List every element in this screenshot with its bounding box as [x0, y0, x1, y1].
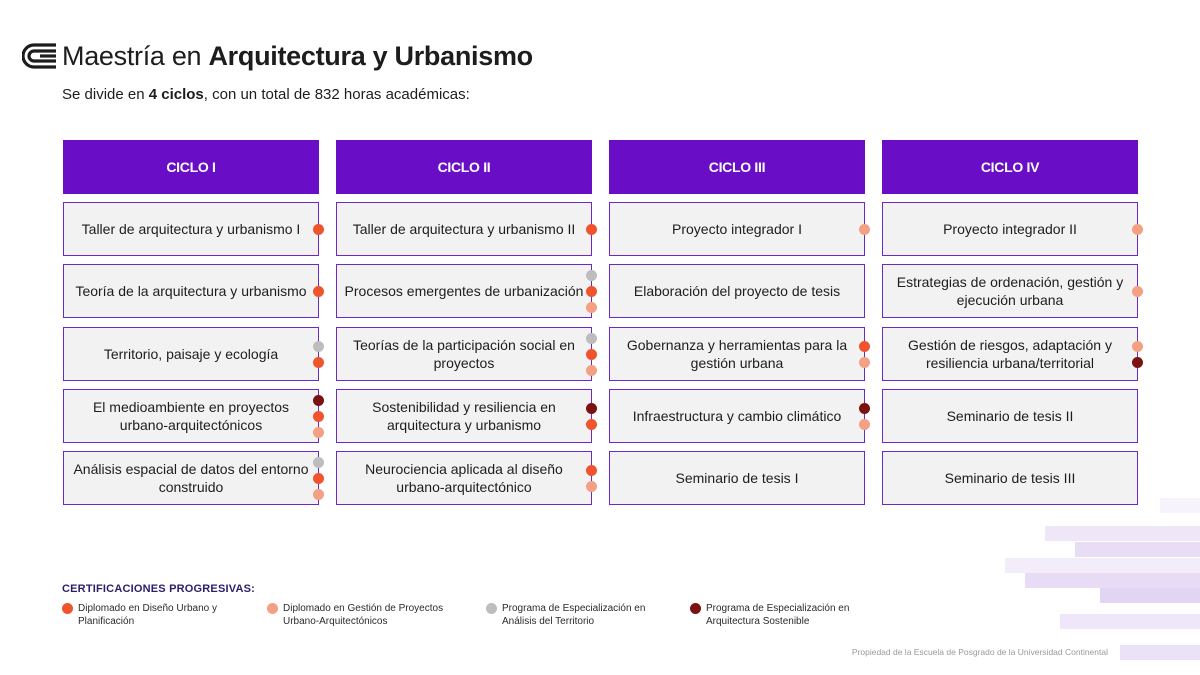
legend-dot [486, 603, 497, 614]
course-name: El medioambiente en proyectos urbano-arquitectónicos [92, 399, 290, 433]
course-cell [336, 389, 592, 443]
legend-label-line: Urbano-Arquitectónicos [283, 616, 388, 627]
legend-label-line: Programa de Especialización en [502, 603, 646, 614]
title-bold: Arquitectura y Urbanismo [208, 41, 533, 71]
course-cell [882, 202, 1138, 256]
course-name: Teorías de la participación social en proyectos [353, 337, 575, 371]
legend-label [78, 602, 217, 628]
certification-dot-salmon [586, 302, 597, 313]
certification-dot-orange [586, 349, 597, 360]
course-name: Seminario de tesis I [675, 470, 799, 486]
course-cell [882, 327, 1138, 381]
continental-logo-icon [22, 42, 58, 70]
certification-dot-salmon [586, 481, 597, 492]
course-name: Elaboración del proyecto de tesis [633, 283, 841, 299]
legend-item [267, 602, 443, 628]
subtitle-post: , con un total de 832 horas académicas: [203, 86, 470, 103]
certification-dot-salmon [313, 489, 324, 500]
footer-note: Propiedad de la Escuela de Posgrado de la Universidad Continental [851, 647, 1108, 657]
certification-dots [586, 203, 597, 255]
certification-dot-orange [586, 286, 597, 297]
decorative-stripe [1060, 614, 1200, 629]
course-cell [63, 264, 319, 318]
cycle-column-2 [336, 140, 592, 495]
cycle-column-1 [63, 140, 319, 495]
decorative-stripe [1025, 573, 1200, 588]
course-name: Taller de arquitectura y urbanismo I [81, 221, 301, 237]
certifications-title: CERTIFICACIONES PROGRESIVAS: [62, 583, 256, 595]
certification-dot-orange [586, 465, 597, 476]
course-cell [882, 451, 1138, 505]
course-name: Neurociencia aplicada al diseño urbano-arquitectónico [365, 461, 563, 495]
legend-label-line: Planificación [78, 616, 135, 627]
decorative-stripe [1160, 498, 1200, 513]
legend-item [486, 602, 645, 628]
cycle-header: CICLO II [336, 140, 592, 194]
course-cell [63, 202, 319, 256]
course-cell [609, 202, 865, 256]
course-cell [336, 451, 592, 505]
certification-dots [586, 328, 597, 380]
cycle-header: CICLO III [609, 140, 865, 194]
certification-dot-salmon [859, 224, 870, 235]
course-cell [336, 327, 592, 381]
certification-dot-orange [313, 224, 324, 235]
certification-dots [313, 390, 324, 442]
legend-label-line: Diplomado en Diseño Urbano y [78, 603, 217, 614]
course-name: Sostenibilidad y resiliencia en arquitectura y urbanismo [372, 399, 556, 433]
certification-dot-gray [586, 333, 597, 344]
course-name: Proyecto integrador I [672, 221, 802, 237]
course-name: Teoría de la arquitectura y urbanismo [75, 283, 307, 299]
page-subtitle [62, 85, 470, 105]
certification-dots [313, 265, 324, 317]
certification-dots [1132, 265, 1143, 317]
course-name: Infraestructura y cambio climático [632, 408, 842, 424]
certification-dot-darkred [313, 395, 324, 406]
course-name: Gestión de riesgos, adaptación y resiliencia urbana/territorial [908, 337, 1112, 371]
certification-dots [586, 452, 597, 504]
certification-dot-darkred [1132, 357, 1143, 368]
course-cell [609, 451, 865, 505]
cycle-header: CICLO IV [882, 140, 1138, 194]
decorative-stripe [1120, 645, 1200, 660]
course-cell [63, 451, 319, 505]
course-name: Procesos emergentes de urbanización [344, 283, 584, 299]
course-cell [336, 202, 592, 256]
certification-dot-darkred [586, 403, 597, 414]
certification-dot-salmon [1132, 224, 1143, 235]
certification-dot-orange [586, 419, 597, 430]
page-title [62, 40, 533, 72]
title-light: Maestría en [62, 41, 202, 71]
certification-dot-salmon [1132, 286, 1143, 297]
decorative-stripe [1100, 588, 1200, 603]
certification-dot-gray [313, 341, 324, 352]
course-cell [609, 327, 865, 381]
certification-dot-salmon [313, 427, 324, 438]
certification-dots [1132, 203, 1143, 255]
certification-dots [859, 390, 870, 442]
legend-label-line: Análisis del Territorio [502, 616, 595, 627]
legend-item [62, 602, 217, 628]
course-cell [336, 264, 592, 318]
decorative-stripe [1045, 526, 1200, 541]
decorative-stripe [1005, 558, 1200, 573]
course-name: Estrategias de ordenación, gestión y ejecución urbana [896, 274, 1124, 308]
course-name: Gobernanza y herramientas para la gestión urbana [626, 337, 848, 371]
course-name: Seminario de tesis III [944, 470, 1076, 486]
certification-dot-salmon [859, 419, 870, 430]
legend-label-line: Diplomado en Gestión de Proyectos [283, 603, 444, 614]
certification-dot-salmon [586, 365, 597, 376]
certification-dots [1132, 328, 1143, 380]
legend-label [706, 602, 849, 628]
certification-dot-orange [313, 286, 324, 297]
decorative-stripe [1075, 542, 1200, 557]
certification-dot-orange [859, 341, 870, 352]
certification-dots [313, 203, 324, 255]
certification-dots [313, 328, 324, 380]
course-cell [882, 264, 1138, 318]
subtitle-bold: 4 ciclos [148, 86, 204, 103]
cycle-header: CICLO I [63, 140, 319, 194]
certification-dot-orange [313, 473, 324, 484]
certification-dots [859, 203, 870, 255]
certification-dot-orange [313, 357, 324, 368]
course-name: Taller de arquitectura y urbanismo II [352, 221, 576, 237]
certification-dots [859, 328, 870, 380]
course-cell [63, 389, 319, 443]
certification-dot-orange [313, 411, 324, 422]
certification-dot-darkred [859, 403, 870, 414]
course-name: Proyecto integrador II [943, 221, 1077, 237]
certification-dots [586, 390, 597, 442]
certification-dot-gray [586, 270, 597, 281]
legend-label-line: Programa de Especialización en [706, 603, 850, 614]
cycle-column-3 [609, 140, 865, 486]
certification-dots [313, 452, 324, 504]
course-cell [609, 389, 865, 443]
legend-item [690, 602, 849, 628]
legend-dot [267, 603, 278, 614]
legend-dot [690, 603, 701, 614]
course-name: Análisis espacial de datos del entorno construido [73, 461, 309, 495]
legend-label [283, 602, 443, 628]
cycle-column-4 [882, 140, 1138, 486]
legend-dot [62, 603, 73, 614]
certification-dot-salmon [859, 357, 870, 368]
legend-label [502, 602, 645, 628]
certification-dot-gray [313, 457, 324, 468]
subtitle-pre: Se divide en [62, 86, 145, 103]
course-cell [63, 327, 319, 381]
certification-dot-salmon [1132, 341, 1143, 352]
certification-dot-orange [586, 224, 597, 235]
legend-label-line: Arquitectura Sostenible [706, 616, 810, 627]
course-name: Territorio, paisaje y ecología [103, 346, 279, 362]
certification-dots [586, 265, 597, 317]
course-cell [609, 264, 865, 318]
course-name: Seminario de tesis II [946, 408, 1074, 424]
course-cell [882, 389, 1138, 443]
